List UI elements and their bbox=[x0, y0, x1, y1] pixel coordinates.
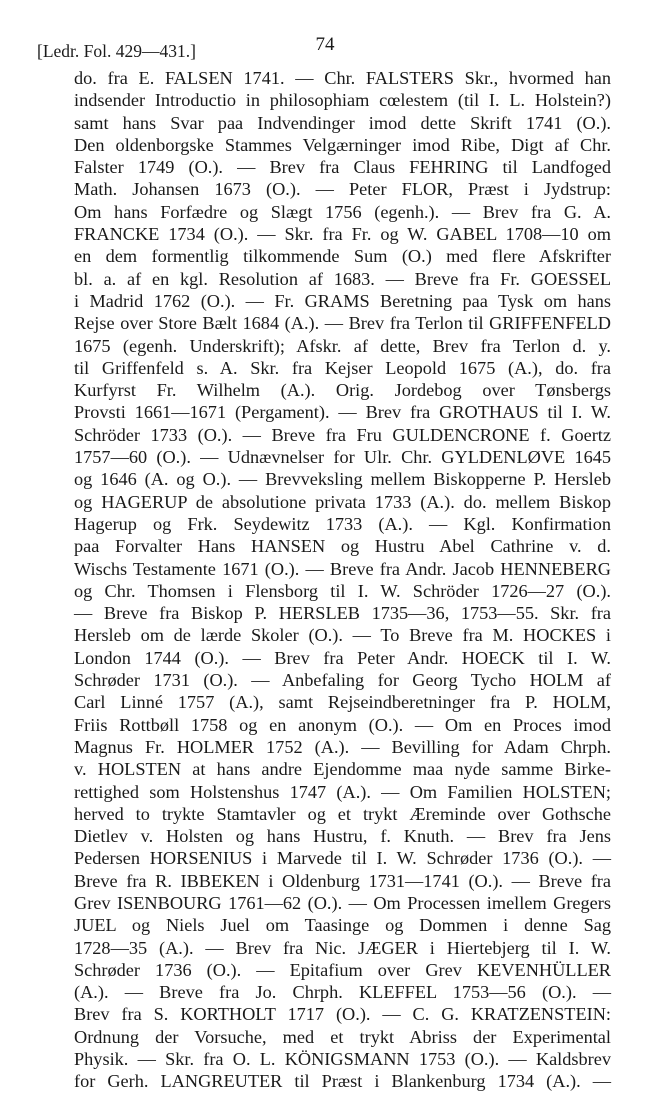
text-line: bl. a. af en kgl. Resolution af 1683. — Breve fra Fr. GOESSEL bbox=[74, 268, 611, 289]
text-line: Magnus Fr. HOLMER 1752 (A.). — Bevilling for Adam Chrph. bbox=[74, 736, 611, 757]
text-line: paa Forvalter Hans HANSEN og Hustru Abel Cathrine v. d. bbox=[74, 536, 611, 557]
text-line: Breve fra R. IBBEKEN i Oldenburg 1731—1741 (O.). — Breve fra bbox=[74, 870, 611, 891]
text-line: Falster 1749 (O.). — Brev fra Claus FEHRING til Landfoged bbox=[74, 157, 611, 178]
text-line: Schrøder 1731 (O.). — Anbefaling for Georg Tycho HOLM af bbox=[74, 670, 611, 691]
text-line: rettighed som Holstenshus 1747 (A.). — Om Familien HOLSTEN; bbox=[74, 781, 611, 802]
text-line: Hersleb om de lærde Skoler (O.). — To Breve fra M. HOCKES i bbox=[74, 625, 611, 646]
text-line: for Gerh. LANGREUTER til Præst i Blankenburg 1734 (A.). — bbox=[74, 1071, 611, 1092]
text-line: (A.). — Breve fra Jo. Chrph. KLEFFEL 1753—56 (O.). — bbox=[74, 982, 611, 1003]
text-line: Schröder 1733 (O.). — Breve fra Fru GULDENCRONE f. Goertz bbox=[74, 424, 611, 445]
text-line: 1757—60 (O.). — Udnævnelser for Ulr. Chr. GYLDENLØVE 1645 bbox=[74, 447, 611, 468]
text-line: en dem formentlig tilkommende Sum (O.) med flere Afskrifter bbox=[74, 246, 611, 267]
text-line: JUEL og Niels Juel om Taasinge og Dommen i denne Sag bbox=[74, 915, 611, 936]
text-line: Grev ISENBOURG 1761—62 (O.). — Om Processen imellem Gregers bbox=[74, 892, 611, 913]
text-line: Rejse over Store Bælt 1684 (A.). — Brev fra Terlon til GRIFFENFELD bbox=[74, 313, 611, 334]
text-line: 1675 (egenh. Underskrift); Afskr. af dette, Brev fra Terlon d. y. bbox=[74, 335, 611, 356]
text-line: Ordnung der Vorsuche, med et trykt Abriss der Experimental bbox=[74, 1026, 611, 1047]
text-line: London 1744 (O.). — Brev fra Peter Andr. HOECK til I. W. bbox=[74, 647, 611, 668]
text-line: Pedersen HORSENIUS i Marvede til I. W. Schrøder 1736 (O.). — bbox=[74, 848, 611, 869]
text-line: 1728—35 (A.). — Brev fra Nic. JÆGER i Hiertebjerg til I. W. bbox=[74, 937, 611, 958]
text-line: Dietlev v. Holsten og hans Hustru, f. Knuth. — Brev fra Jens bbox=[74, 826, 611, 847]
text-line: og HAGERUP de absolutione privata 1733 (A.). do. mellem Biskop bbox=[74, 491, 611, 512]
text-line: og 1646 (A. og O.). — Brevveksling mellem Biskopperne P. Hersleb bbox=[74, 469, 611, 490]
text-line: v. HOLSTEN at hans andre Ejendomme maa nyde samme Birke- bbox=[74, 759, 611, 780]
text-line: Wischs Testamente 1671 (O.). — Breve fra Andr. Jacob HENNEBERG bbox=[74, 558, 611, 579]
text-line: Den oldenborgske Stammes Velgærninger imod Ribe, Digt af Chr. bbox=[74, 134, 611, 155]
text-line: herved to trykte Stamtavler og et trykt Æreminde over Gothsche bbox=[74, 803, 611, 824]
text-line: Kurfyrst Fr. Wilhelm (A.). Orig. Jordebog over Tønsbergs bbox=[74, 380, 611, 401]
text-line: do. fra E. FALSEN 1741. — Chr. FALSTERS Skr., hvormed han bbox=[74, 68, 611, 88]
text-line: — Breve fra Biskop P. HERSLEB 1735—36, 1753—55. Skr. fra bbox=[74, 603, 611, 624]
text-line: Carl Linné 1757 (A.), samt Rejseindberetninger fra P. HOLM, bbox=[74, 692, 611, 713]
text-line: Om hans Forfædre og Slægt 1756 (egenh.). — Brev fra G. A. bbox=[74, 201, 611, 222]
body-text bbox=[74, 67, 611, 1093]
page-number: 74 bbox=[315, 34, 335, 55]
text-line: Physik. — Skr. fra O. L. KÖNIGSMANN 1753 (O.). — Kaldsbrev bbox=[74, 1049, 611, 1070]
text-line: Provsti 1661—1671 (Pergament). — Brev fra GROTHAUS til I. W. bbox=[74, 402, 611, 423]
text-line: Brev fra S. KORTHOLT 1717 (O.). — C. G. KRATZENSTEIN: bbox=[74, 1004, 611, 1025]
text-line: til Griffenfeld s. A. Skr. fra Kejser Leopold 1675 (A.), do. fra bbox=[74, 357, 611, 378]
text-line: indsender Introductio in philosophiam cœlestem (til I. L. Holstein?) bbox=[74, 90, 611, 111]
text-line: Math. Johansen 1673 (O.). — Peter FLOR, Præst i Jydstrup: bbox=[74, 179, 611, 200]
text-line: Hagerup og Frk. Seydewitz 1733 (A.). — Kgl. Konfirmation bbox=[74, 513, 611, 534]
text-line: FRANCKE 1734 (O.). — Skr. fra Fr. og W. GABEL 1708—10 om bbox=[74, 224, 611, 245]
text-line: og Chr. Thomsen i Flensborg til I. W. Schröder 1726—27 (O.). bbox=[74, 580, 611, 601]
text-line: samt hans Svar paa Indvendinger imod dette Skrift 1741 (O.). bbox=[74, 112, 611, 133]
text-line: Schrøder 1736 (O.). — Epitafium over Grev KEVENHÜLLER bbox=[74, 959, 611, 980]
text-line: i Madrid 1762 (O.). — Fr. GRAMS Beretning paa Tysk om hans bbox=[74, 290, 611, 311]
ledger-reference: [Ledr. Fol. 429—431.] bbox=[37, 41, 196, 61]
text-line: Friis Rottbøll 1758 og en anonym (O.). — Om en Proces imod bbox=[74, 714, 611, 735]
